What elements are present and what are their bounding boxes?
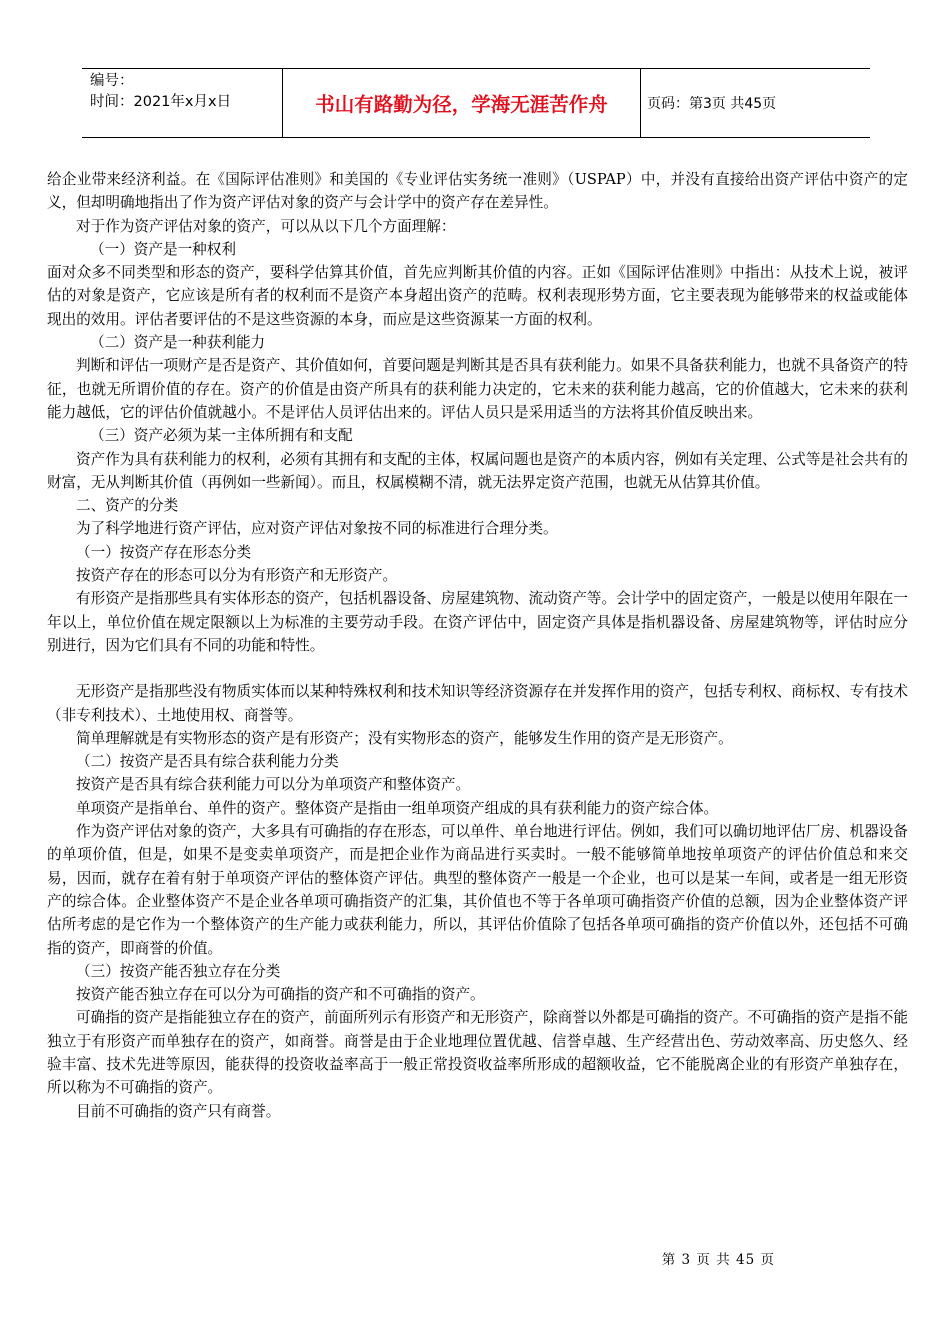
section-heading: （一）按资产存在形态分类 [76, 543, 252, 561]
paragraph: 按资产是否具有综合获利能力可以分为单项资产和整体资产。 [76, 776, 471, 794]
page-footer: 第 3 页 共 45 页 [661, 1252, 775, 1268]
paragraph: 按资产能否独立存在可以分为可确指的资产和不可确指的资产。 [76, 986, 485, 1004]
paragraph: 作为资产评估对象的资产，大多具有可确指的存在形态，可以单件、单台地进行评估。例如，我们可以确切地评估厂房、机器设备的单项价值，但是，如果不是变卖单项资产，而是把企业作为商品进行买卖时。一般不能够简单地按单项资产的评估价值总和来交易，因而，就存在着有射于单项资产评估的整体资产评估。典型的整体资产一般是一个企业，也可以是某一车间，或者是一组无形资产的综合体。企业整体资产不是企业各单项可确指资产的汇集，其价值也不等于各单项可确指资产价值的总额，因为企业整体资产评估所考虑的是它作为一个整体资产的生产能力或获利能力，所以，其评估价值除了包括各单项可确指的资产价值以外，还包括不可确指的资产，即商誉的价值。 [47, 823, 908, 957]
paragraph: 无形资产是指那些没有物质实体而以某种特殊权利和技术知识等经济资源存在并发挥作用的资产，包括专利权、商标权、专有技术（非专利技术）、土地使用权、商誉等。 [47, 683, 908, 724]
section-heading: 二、资产的分类 [76, 497, 179, 515]
section-heading: （二）资产是一种获利能力 [90, 334, 266, 352]
blank-line [47, 657, 908, 680]
paragraph: 资产作为具有获利能力的权利，必须有其拥有和支配的主体，权属问题也是资产的本质内容，例如有关定理、公式等是社会共有的财富，无从判断其价值（再例如一些新闻）。而且，权属模糊不清，就无法界定资产范围，也就无从估算其价值。 [47, 450, 908, 491]
header-page-label: 页码：第3页 共45页 [647, 96, 777, 112]
document-time-label: 时间：2021年x月x日 [90, 94, 232, 110]
paragraph: 可确指的资产是指能独立存在的资产，前面所列示有形资产和无形资产，除商誉以外都是可确指的资产。不可确指的资产是指不能独立于有形资产而单独存在的资产，如商誉。商誉是由于企业地理位置优越、信誉卓越、生产经营出色、劳动效率高、历史悠久、经验丰富、技术先进等原因，能获得的投资收益率高于一般正常投资收益率所形成的超额收益，它不能脱离企业的有形资产单独存在，所以称为不可确指的资产。 [47, 1009, 908, 1097]
section-heading: （三）按资产能否独立存在分类 [76, 962, 281, 980]
paragraph: 为了科学地进行资产评估，应对资产评估对象按不同的标准进行合理分类。 [76, 520, 558, 538]
paragraph: 目前不可确指的资产只有商誉。 [76, 1102, 281, 1120]
document-body [47, 168, 908, 1123]
section-heading: （一）资产是一种权利 [90, 240, 236, 258]
paragraph: 按资产存在的形态可以分为有形资产和无形资产。 [76, 567, 398, 585]
document-number-label: 编号： [90, 73, 134, 89]
header-meta-cell [82, 69, 283, 137]
paragraph: 有形资产是指那些具有实体形态的资产，包括机器设备、房屋建筑物、流动资产等。会计学中的固定资产，一般是以使用年限在一年以上，单位价值在规定限额以上为标准的主要劳动手段。在资产评估中，固定资产具体是指机器设备、房屋建筑物等，评估时应分别进行，因为它们具有不同的功能和特性。 [47, 590, 908, 654]
page-header [82, 68, 870, 138]
header-motto: 书山有路勤为径，学海无涯苦作舟 [283, 69, 641, 137]
paragraph: 给企业带来经济利益。在《国际评估准则》和美国的《专业评估实务统一准则》（USPAP）中，并没有直接给出资产评估中资产的定义，但却明确地指出了作为资产评估对象的资产与会计学中的资产存在差异性。 [47, 171, 908, 212]
paragraph: 简单理解就是有实物形态的资产是有形资产；没有实物形态的资产，能够发生作用的资产是无形资产。 [76, 729, 733, 747]
paragraph: 单项资产是指单台、单件的资产。整体资产是指由一组单项资产组成的具有获利能力的资产综合体。 [76, 799, 719, 817]
section-heading: （三）资产必须为某一主体所拥有和支配 [90, 427, 353, 445]
section-heading: （二）按资产是否具有综合获利能力分类 [76, 753, 339, 771]
paragraph: 面对众多不同类型和形态的资产，要科学估算其价值，首先应判断其价值的内容。正如《国际评估准则》中指出：从技术上说，被评估的对象是资产，它应该是所有者的权利而不是资产本身超出资产的范畴。权利表现形势方面，它主要表现为能够带来的权益或能体现出的效用。评估者要评估的不是这些资源的本身，而应是这些资源某一方面的权利。 [47, 264, 908, 328]
paragraph: 对于作为资产评估对象的资产，可以从以下几个方面理解： [76, 217, 456, 235]
paragraph: 判断和评估一项财产是否是资产、其价值如何，首要问题是判断其是否具有获利能力。如果不具备获利能力，也就不具备资产的特征，也就无所谓价值的存在。资产的价值是由资产所具有的获利能力决定的，它未来的获利能力越高，它的价值越大，它未来的获利能力越低，它的评估价值就越小。不是评估人员评估出来的。评估人员只是采用适当的方法将其价值反映出来。 [47, 357, 908, 421]
